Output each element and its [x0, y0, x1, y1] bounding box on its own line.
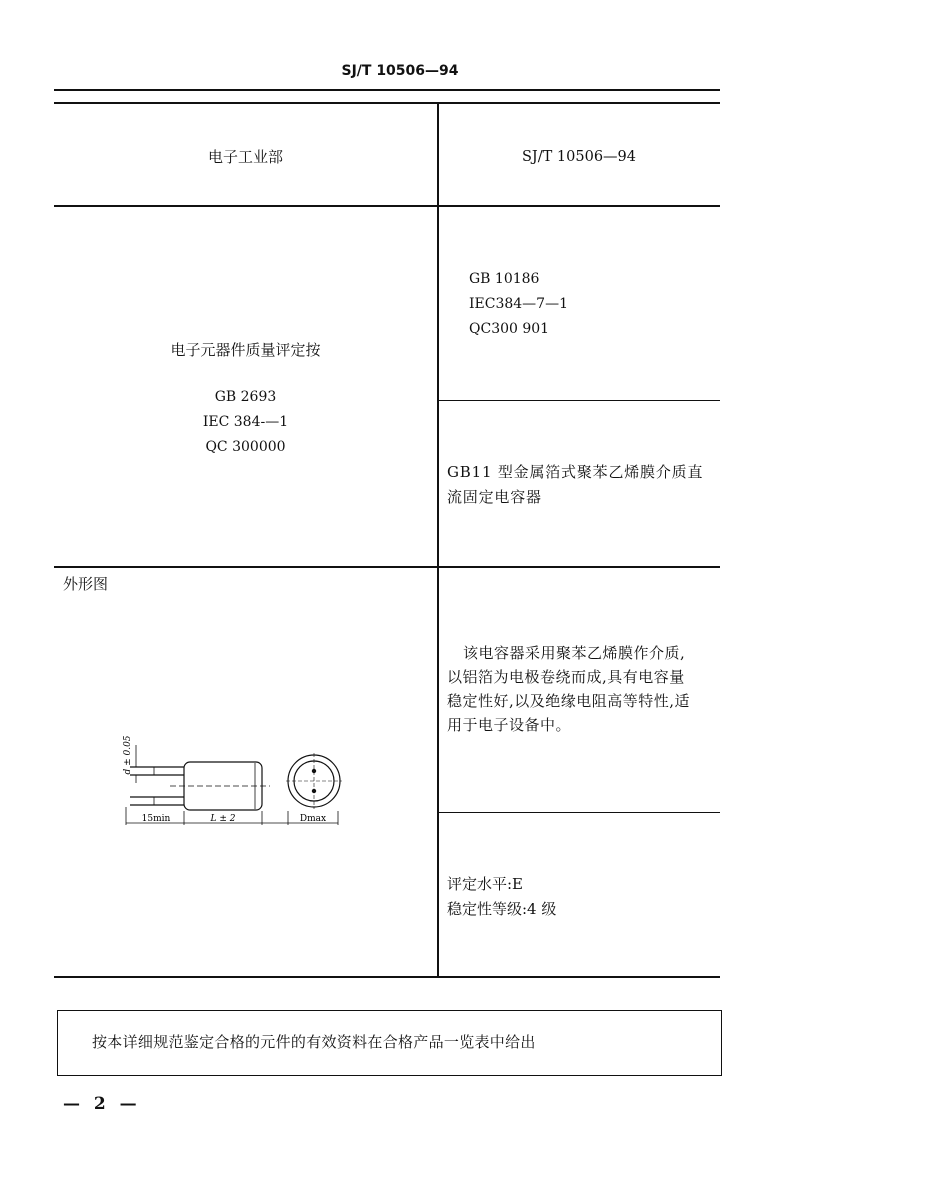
right-standard-3: QC300 901 — [469, 321, 550, 337]
dim-d-label: d ± 0.05 — [123, 735, 133, 775]
right-divider-1 — [438, 400, 720, 401]
left-standard-1: GB 2693 — [214, 389, 277, 405]
description-line-4: 用于电子设备中。 — [447, 716, 572, 734]
dim-diameter-label: Dmax — [299, 814, 327, 824]
running-header: SJ/T 10506—94 — [341, 63, 459, 79]
table-bottom-rule — [54, 976, 720, 978]
header-rule-top — [54, 89, 720, 91]
description-line-3: 稳定性好,以及绝缘电阻高等特性,适 — [447, 692, 691, 710]
left-standard-2: IEC 384-—1 — [202, 414, 289, 430]
dim-length-label: L ± 2 — [210, 814, 236, 824]
row-divider-1 — [54, 205, 720, 207]
header-rule-bottom — [54, 102, 720, 104]
dim-lead-label: 15min — [141, 814, 171, 824]
assessment-level: 评定水平:E — [447, 875, 524, 893]
capacitor-body — [184, 762, 262, 810]
footer-note: 按本详细规范鉴定合格的元件的有效资料在合格产品一览表中给出 — [92, 1033, 536, 1051]
right-standard-2: IEC384—7—1 — [469, 296, 568, 312]
left-standard-3: QC 300000 — [205, 439, 286, 455]
row-divider-2 — [54, 566, 720, 568]
page-number: — 2 — — [63, 1094, 141, 1114]
product-title-line-2: 流固定电容器 — [447, 488, 542, 506]
outline-drawing — [110, 725, 350, 835]
description-line-1: 该电容器采用聚苯乙烯膜作介质, — [463, 644, 686, 662]
right-divider-2 — [438, 812, 720, 813]
assessment-title: 电子元器件质量评定按 — [170, 341, 321, 359]
outline-label: 外形图 — [63, 575, 109, 593]
column-divider — [437, 102, 439, 977]
stability-grade: 稳定性等级:4 级 — [447, 900, 557, 918]
product-title-line-1: GB11 型金属箔式聚苯乙烯膜介质直 — [447, 463, 704, 481]
spec-code: SJ/T 10506—94 — [522, 149, 636, 165]
right-standard-1: GB 10186 — [469, 271, 540, 287]
ministry-name: 电子工业部 — [207, 148, 283, 166]
description-line-2: 以铝箔为电极卷绕而成,具有电容量 — [447, 668, 685, 686]
